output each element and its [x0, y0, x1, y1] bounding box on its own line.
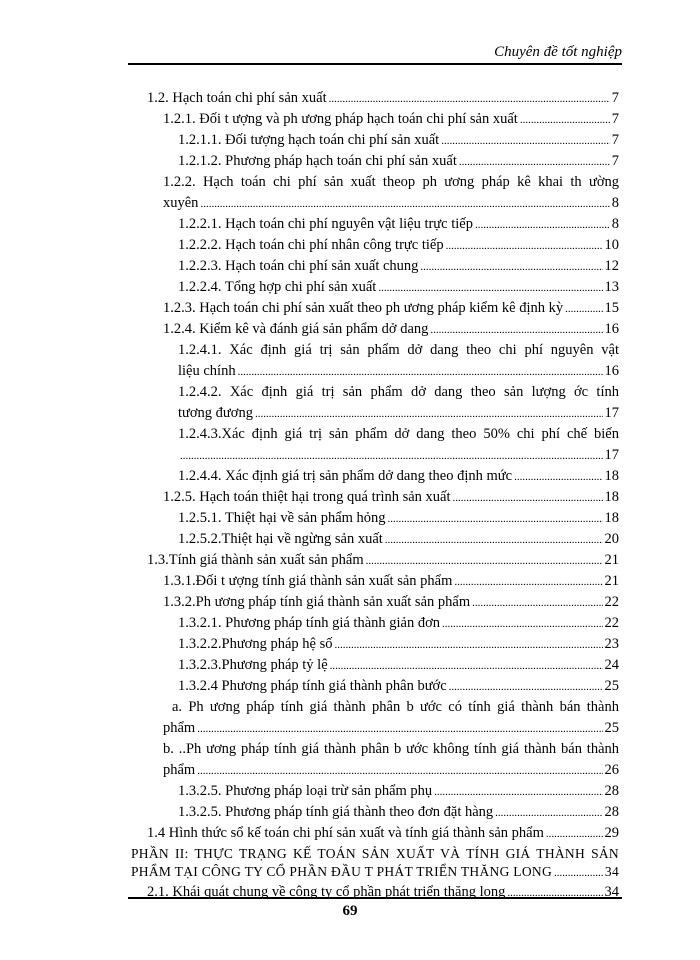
toc-entry-page: 18 — [604, 489, 619, 505]
toc-entry[interactable] — [178, 803, 619, 822]
toc-leader — [459, 152, 610, 171]
toc-entry-page: 16 — [604, 363, 619, 379]
toc-entry-line1: 1.2.4.3.Xác định giá trị sản phẩm dở dang theo 50% chi phí chế biến — [178, 426, 619, 442]
toc-entry-line1: b. ..Ph ương pháp tính giá thành phân b ước không tính giá thành bán thành — [163, 741, 619, 757]
toc-entry[interactable] — [178, 215, 619, 234]
toc-entry-title: liệu chính — [178, 363, 236, 379]
toc-entry-title: 1.3.2.Ph ương pháp tính giá thành sản xuất sản phẩm — [163, 594, 471, 610]
toc-entry-page: 15 — [604, 300, 619, 316]
toc-entry-title: xuyên — [163, 195, 199, 211]
toc-entry[interactable] — [163, 194, 619, 213]
toc-leader — [441, 131, 610, 150]
toc-entry-page: 28 — [604, 783, 619, 799]
toc-entry-line1: 1.2.2. Hạch toán chi phí sản xuất theop ph ương pháp kê khai th ường — [163, 174, 619, 190]
toc-leader — [507, 883, 602, 902]
toc-leader — [366, 551, 603, 570]
toc-leader — [334, 635, 602, 654]
toc-entry[interactable] — [178, 257, 619, 276]
toc-entry-page: 23 — [604, 636, 619, 652]
toc-entry-page: 21 — [604, 552, 619, 568]
toc-entry-title: 1.2.1.2. Phương pháp hạch toán chi phí sản xuất — [178, 153, 457, 169]
toc-entry[interactable] — [178, 278, 619, 297]
toc-entry-title: 1.3.2.3.Phương pháp tỷ lệ — [178, 657, 328, 673]
toc-entry[interactable] — [178, 362, 619, 381]
toc-entry-title: 1.4 Hình thức sổ kế toán chi phí sản xuất và tính giá thành sản phẩm — [147, 825, 544, 841]
toc-entry-page: 7 — [611, 111, 619, 127]
toc-leader — [430, 320, 602, 339]
toc-leader — [453, 488, 603, 507]
toc-leader — [388, 509, 603, 528]
toc-entry[interactable] — [178, 656, 619, 675]
toc-leader — [495, 803, 602, 822]
toc-leader — [565, 299, 602, 318]
toc-entry-title: 1.3.2.5. Phương pháp loại trừ sản phẩm phụ — [178, 783, 433, 799]
page-number: 69 — [342, 903, 358, 919]
toc-entry[interactable] — [163, 572, 619, 591]
toc-entry[interactable] — [178, 614, 619, 633]
toc-entry-page: 16 — [604, 321, 619, 337]
toc-leader — [330, 656, 603, 675]
toc-entry[interactable] — [147, 89, 619, 108]
toc-entry-page: 10 — [604, 237, 619, 253]
toc-entry-title: 1.2. Hạch toán chi phí sản xuất — [147, 90, 327, 106]
toc-entry-title: 1.2.4.4. Xác định giá trị sản phẩm dở dang theo định mức — [178, 468, 513, 484]
toc-entry-title: 2.1. Khái quát chung về công ty cổ phần phát triển thăng long — [147, 884, 506, 900]
toc-entry[interactable] — [178, 530, 619, 549]
toc-entry-title: 1.3.2.1. Phương pháp tính giá thành giản đơn — [178, 615, 441, 631]
toc-entry[interactable] — [147, 551, 619, 570]
toc-entry[interactable] — [178, 677, 619, 696]
toc-leader — [442, 614, 602, 633]
toc-leader — [514, 467, 602, 486]
toc-entry-title: 1.2.2.2. Hạch toán chi phí nhân công trực tiếp — [178, 237, 444, 253]
toc-leader — [554, 863, 603, 882]
toc-entry-line1: 1.2.4.1. Xác định giá trị sản phẩm dở dang theo chi phí nguyên vật — [178, 342, 619, 358]
toc-entry[interactable] — [163, 761, 619, 780]
toc-entry-page: 18 — [604, 468, 619, 484]
toc-entry-page: 25 — [604, 720, 619, 736]
toc-entry-page: 24 — [604, 657, 619, 673]
toc-leader — [197, 719, 602, 738]
toc-entry-title: 1.3.1.Đối t ượng tính giá thành sản xuất sản phẩm — [163, 573, 453, 589]
toc-entry-title: 1.2.5.1. Thiệt hại về sản phẩm hỏng — [178, 510, 386, 526]
toc-entry[interactable] — [163, 488, 619, 507]
header-rule — [128, 63, 622, 65]
toc-leader — [200, 194, 609, 213]
toc-entry[interactable] — [178, 152, 619, 171]
footer-rule — [128, 897, 622, 899]
toc-entry[interactable] — [178, 467, 619, 486]
toc-entry-page: 17 — [604, 447, 619, 463]
toc-entry[interactable] — [147, 824, 619, 843]
toc-entry[interactable] — [163, 320, 619, 339]
toc-leader — [434, 782, 602, 801]
toc-entry-line1: a. Ph ương pháp tính giá thành phân b ước có tính giá thành bán thành — [172, 699, 619, 715]
toc-entry-title: phẩm — [163, 720, 196, 736]
toc-entry[interactable] — [147, 883, 619, 902]
toc-entry[interactable] — [163, 110, 619, 129]
toc-entry-line1: PHẦN II: THỰC TRẠNG KẾ TOÁN SẢN XUẤT VÀ TÍNH GIÁ THÀNH SẢN — [131, 846, 619, 861]
toc-entry[interactable] — [131, 863, 619, 882]
toc-entry-title: 1.2.5.2.Thiệt hại về ngừng sản xuất — [178, 531, 383, 547]
toc-leader — [378, 278, 602, 297]
toc-entry[interactable] — [178, 236, 619, 255]
toc-leader — [420, 257, 602, 276]
toc-leader — [329, 89, 610, 108]
toc-leader — [472, 593, 602, 612]
toc-entry-title: 1.3.2.5. Phương pháp tính giá thành theo đơn đặt hàng — [178, 804, 494, 820]
toc-entry-title: PHẨM TẠI CÔNG TY CỔ PHẦN ĐẦU T PHÁT TRIỂN THĂNG LONG — [131, 864, 553, 879]
toc-leader — [446, 236, 603, 255]
toc-entry-title: 1.2.1. Đối t ượng và ph ương pháp hạch toán chi phí sản xuất — [163, 111, 518, 127]
toc-entry[interactable] — [163, 593, 619, 612]
toc-entry-page: 8 — [611, 216, 619, 232]
toc-entry-title: 1.2.5. Hạch toán thiệt hại trong quá trình sản xuất — [163, 489, 451, 505]
toc-entry-title: 1.3.2.2.Phương pháp hệ số — [178, 636, 333, 652]
toc-leader — [520, 110, 610, 129]
toc-entry-page: 18 — [604, 510, 619, 526]
toc-entry-title: 1.2.3. Hạch toán chi phí sản xuất theo ph ương pháp kiểm kê định kỳ — [163, 300, 564, 316]
toc-entry-page: 21 — [604, 573, 619, 589]
toc-entry-title: 1.2.2.4. Tổng hợp chi phí sản xuất — [178, 279, 377, 295]
toc-leader — [449, 677, 603, 696]
toc-entry-page: 28 — [604, 804, 619, 820]
toc-leader — [454, 572, 602, 591]
toc-entry-page: 29 — [604, 825, 619, 841]
toc-entry-title: 1.2.2.3. Hạch toán chi phí sản xuất chung — [178, 258, 419, 274]
toc-entry-title: 1.3.2.4 Phương pháp tính giá thành phân bước — [178, 678, 447, 694]
toc-entry-page: 7 — [611, 153, 619, 169]
toc-entry-page: 13 — [604, 279, 619, 295]
toc-entry-title: 1.3.Tính giá thành sản xuất sản phẩm — [147, 552, 364, 568]
toc-entry-page: 34 — [604, 864, 619, 879]
toc-entry-page: 17 — [604, 405, 619, 421]
toc-entry-page: 22 — [604, 615, 619, 631]
toc-entry-title: 1.2.2.1. Hạch toán chi phí nguyên vật liệu trực tiếp — [178, 216, 473, 232]
toc-entry[interactable] — [178, 404, 619, 423]
toc-entry-page: 12 — [604, 258, 619, 274]
toc-leader — [546, 824, 603, 843]
toc-entry-title: 1.2.1.1. Đối tượng hạch toán chi phí sản xuất — [178, 132, 440, 148]
header-title: Chuyên đề tốt nghiệp — [494, 44, 622, 60]
toc-entry-title: tương đương — [178, 405, 253, 421]
toc-leader — [475, 215, 610, 234]
toc-entry-line1: 1.2.4.2. Xác định giá trị sản phẩm dở dang theo sản lượng ớc tính — [178, 384, 619, 400]
toc-entry[interactable] — [178, 782, 619, 801]
toc-entry-title: 1.2.4. Kiểm kê và đánh giá sản phẩm dở dang — [163, 321, 429, 337]
toc-entry[interactable] — [178, 635, 619, 654]
toc-entry-page: 22 — [604, 594, 619, 610]
toc-entry-page: 34 — [604, 884, 619, 900]
toc-leader — [180, 446, 603, 465]
toc-entry-page: 20 — [604, 531, 619, 547]
toc-entry-page: 26 — [604, 762, 619, 778]
toc-entry[interactable] — [178, 131, 619, 150]
toc-entry-page: 25 — [604, 678, 619, 694]
toc-entry-title: phẩm — [163, 762, 196, 778]
toc-leader — [197, 761, 602, 780]
toc-leader — [385, 530, 603, 549]
toc-entry[interactable] — [163, 719, 619, 738]
toc-entry-page: 7 — [611, 90, 619, 106]
toc-entry[interactable] — [163, 299, 619, 318]
toc-entry-page: 7 — [611, 132, 619, 148]
toc-entry[interactable] — [178, 446, 619, 465]
toc-entry[interactable] — [178, 509, 619, 528]
toc-leader — [238, 362, 603, 381]
toc-leader — [255, 404, 603, 423]
toc-entry-page: 8 — [611, 195, 619, 211]
